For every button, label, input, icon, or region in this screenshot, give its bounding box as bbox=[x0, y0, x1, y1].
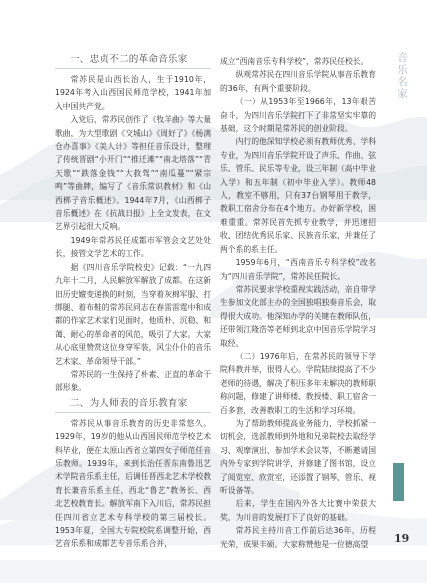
body-paragraph: 为了帮助教师提高业务能力，学校抓紧一切机会，选派教师到外地和兄弟院校去取经学习、观摩演出、参加学术会议等，不断邀请国内外专家到学院讲学，并修建了图书馆，设立了阅览室、欣赏室，还添置了钢琴、管乐、视听设备等。 bbox=[220, 418, 376, 495]
body-paragraph: 常苏民要求学校重视实践活动，亲自带学生参加文化部主办的全国独唱独奏音乐会，取得很大成功。他深知办学的关键在教师队伍，还带领江隆浩等老师到北京中国音乐学院学习取经。 bbox=[220, 284, 376, 348]
body-paragraph: 常苏民的一生保持了朴素、正直的革命干部形象。 bbox=[55, 369, 211, 393]
page-number: 19 bbox=[394, 532, 410, 545]
body-paragraph: 1949年常苏民任成都市军管会文艺处处长，接管文学艺术的工作。 bbox=[55, 235, 211, 259]
section-heading: 一、忠贞不二的革命音乐家 bbox=[55, 52, 211, 69]
body-paragraph: （二）1976年后，在常苏民的领导下学院科教并举，很得人心。学院陆续提高了不少老师的待遇，解决了积压多年未解决的教师职称问题，修建了讲师楼、教授楼、职工宿舍一百多套，改善教职工的生活和学习环境。 bbox=[220, 351, 376, 415]
left-column bbox=[55, 52, 211, 574]
right-column bbox=[220, 55, 376, 575]
body-paragraph-continuation: 成立“西南音乐专科学校”，常苏民任校长。 bbox=[220, 57, 369, 66]
edge-tab bbox=[393, 463, 404, 501]
body-paragraph: 常苏民主持川音工作前后达36年，历程光荣，成果丰硕。大家称赞他是一位德高望 bbox=[220, 526, 376, 549]
body-paragraph: 1959年6月，“西南音乐专科学校”改名为“四川音乐学院”，常苏民任院长。 bbox=[220, 258, 376, 281]
body-paragraph: （一）从1953年至1966年，13年艰苦奋斗，为四川音乐学院打下了非常坚实牢靠的基础，这个时期是常苏民的创业阶段。 bbox=[220, 97, 376, 134]
body-paragraph: 纵观常苏民在四川音乐学院从事音乐教育的36年，有两个重要阶段。 bbox=[220, 70, 376, 93]
body-paragraph: 常苏民从事音乐教育的历史非常悠久。1929年，19岁的他从山西国民师范学校艺术科毕业，便在太原山西省立第四女子师范任音乐教师。1939年，来到长治任晋东南鲁迅艺术学院音乐系主任，后调任晋西北艺术学校教育长兼音乐系主任，西北“鲁艺”教务长、西北艺校教育长。解放军南下入川后，常苏民担任四川省立艺术专科学校的第三届校长。1953年夏，全国大专院校院系调整开始，西艺音乐系和成都艺专音乐系合并， bbox=[55, 418, 211, 549]
body-paragraph: 入党后，常苏民创作了《牧羊曲》等大量歌曲，为大型歌剧《交城山》《周好了》《杨满仓办喜事》《美人计》等担任音乐设计，整理了传统晋剧“小开门”“推迁滩”“南北塔落”“青天歌”“跌落金钱”“大救驾”“南瓜蔓”“紧宗鸣”等曲牌，编写了《音乐常识教材》和《山西梆子音乐概述》。1944年7月，《山西梆子音乐概述》在《抗战日报》上全文发表，在文艺界引起很大反响。 bbox=[55, 115, 211, 232]
body-paragraph: 后来，学生在国内外各大比赛中荣获大奖，为川音的发展打下了良好的基础。 bbox=[220, 499, 376, 522]
body-paragraph: 内行的他深知学校必须有教师优秀、学科专业，为四川音乐学院开设了声乐、作曲、弦乐、管乐、民乐等专业，设三年制（高中毕业入学）和五年制（初中毕业入学）。教师48人，教室不够用，只有37台钢琴用于教学，教职工宿舍分布在4个地方。办好新学校，困难重重。常苏民首先抓专业教学，并迅速招收、团结优秀民乐家、民族音乐家，并兼任了两个系的系主任。 bbox=[220, 137, 376, 254]
body-paragraph: 据《四川音乐学院校史》记载：“一九四九年十二月，人民解放军解放了成都。在这新旧历史嬗变递换的时刻，当穿着灰棉军服、打绑腿、着布鞋的常苏民同志在春雷雷霆中和成都的作家艺术家们见面时，他质朴、沉稳、和蔼、耐心的革命者的风范，吸引了大家。大家从心底里赞赏这位身穿军装，风尘仆仆的音乐艺术家、革命领导干部。” bbox=[55, 262, 211, 366]
body-paragraph: 常苏民是山西长治人，生于1910年，1924年考入山西国民师范学校，1941年加入中国共产党。 bbox=[55, 75, 211, 111]
section-heading: 二、为人师表的音乐教育家 bbox=[55, 396, 211, 413]
section-label: 音乐名家 bbox=[396, 52, 408, 100]
